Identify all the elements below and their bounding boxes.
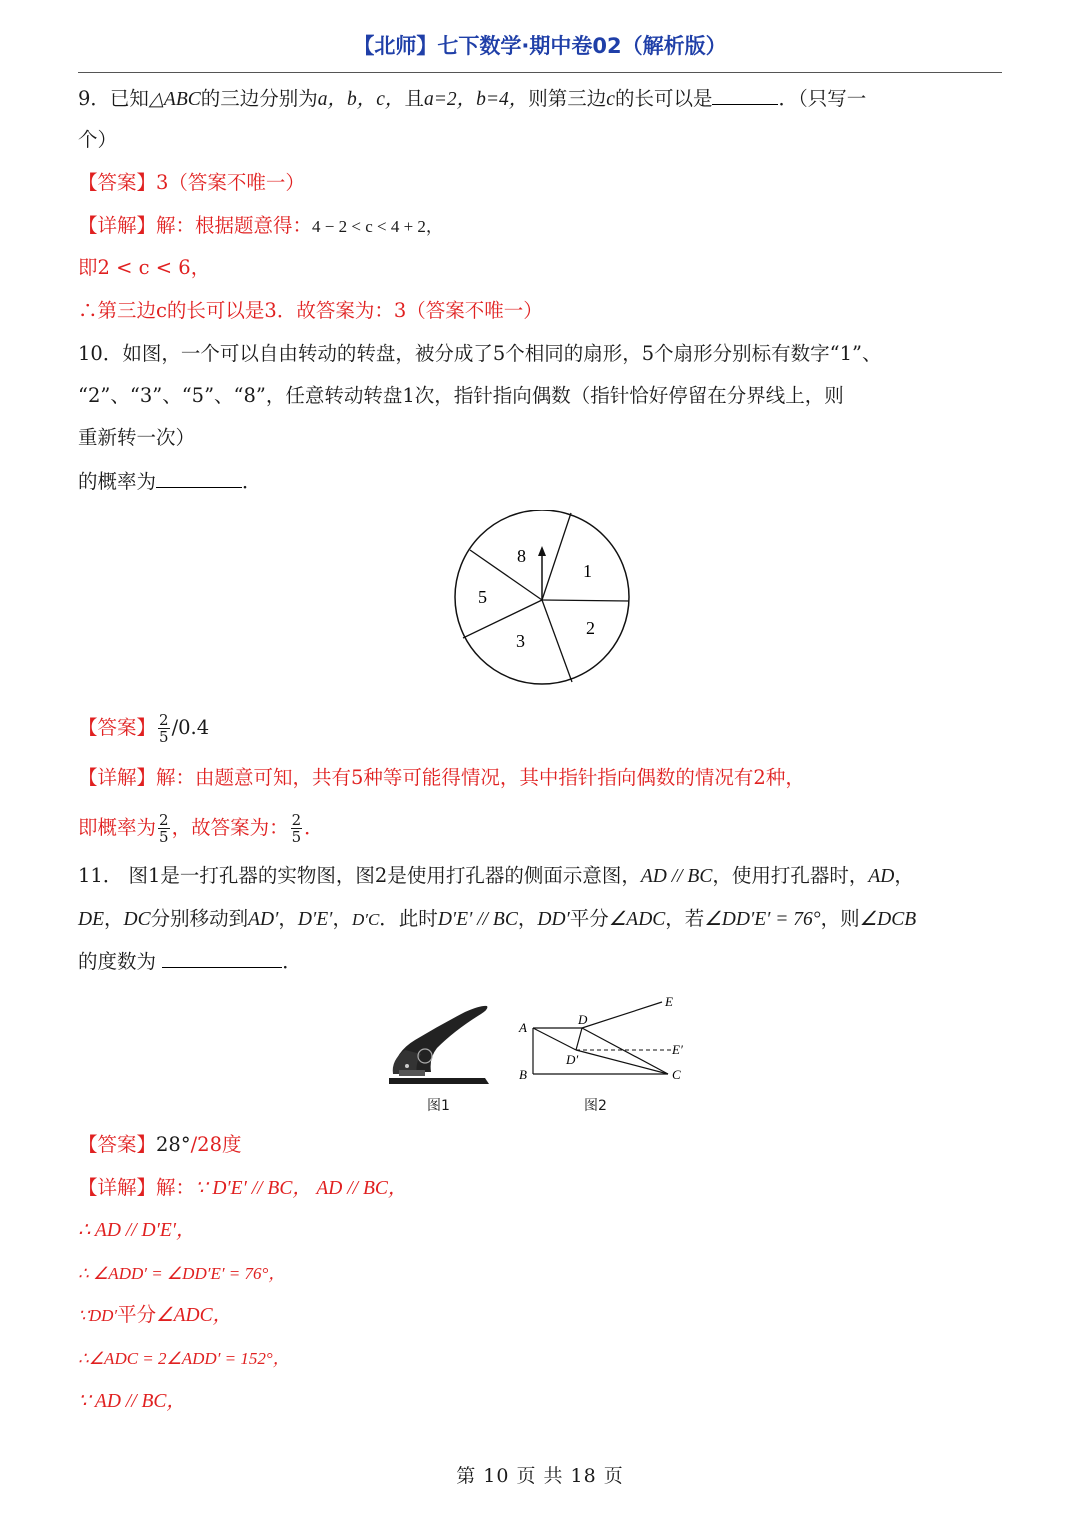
q11-math: D′E′	[297, 909, 333, 930]
q10-step-text: 即概率为	[78, 816, 157, 839]
point-label-E: E	[665, 994, 673, 1009]
q11-line3	[78, 947, 1002, 976]
q9-text: 已知	[109, 87, 149, 110]
q11-text: ，	[894, 864, 914, 887]
q10-line1: 10．如图，一个可以自由转动的转盘，被分成了5个相同的扇形，5个扇形分别标有数字“1”、	[78, 342, 882, 365]
q11-step-math: ∠ADC，	[156, 1305, 233, 1326]
hole-punch-diagram	[512, 992, 692, 1084]
hole-punch-photo	[385, 1000, 495, 1090]
q11-math: DC	[123, 909, 151, 930]
q10-answer	[78, 710, 1002, 746]
q11-detail-math: ∵ D′E′ // BC， AD // BC，	[195, 1178, 408, 1199]
q9-text: 且	[404, 87, 424, 110]
q9-answer-value: 3（答案不唯一）	[156, 171, 305, 194]
page-header-title: 【北师】七下数学·期中卷02（解析版）	[353, 34, 727, 58]
q11-text: 的度数为	[78, 950, 157, 973]
q11-math: D′C	[351, 910, 380, 929]
fraction-denominator: 5	[159, 828, 169, 846]
q11-step-math: ∵ AD // BC，	[78, 1391, 186, 1412]
sector-label: 1	[583, 561, 592, 581]
sector-label: 2	[586, 618, 595, 638]
q11-text: ，	[332, 907, 352, 930]
q11-math: DE	[78, 909, 104, 930]
q10-text: ．	[242, 470, 262, 493]
spinner-wheel-figure	[450, 510, 635, 685]
figure1-caption: 图1	[427, 1098, 450, 1114]
q11-step-math: ∵DD′	[78, 1306, 118, 1325]
point-label-D: D	[578, 1012, 588, 1027]
q11-math: D′E′ // BC	[437, 909, 518, 930]
detail-tag: 【详解】	[78, 214, 157, 237]
q11-step5	[78, 1387, 1002, 1416]
q11-answer-alt: /28度	[190, 1133, 242, 1156]
q11-text: 11． 图1是一打孔器的实物图，图2是使用打孔器的侧面示意图，	[78, 864, 641, 887]
detail-tag: 【详解】	[78, 1176, 157, 1199]
q11-text: 分别移动到	[150, 907, 249, 930]
q11-line2	[78, 905, 1002, 934]
q10-line4	[78, 467, 1002, 496]
q11-text: ，	[278, 907, 298, 930]
q9-text: 则第三边	[528, 87, 607, 110]
q11-step2	[78, 1259, 1002, 1288]
fraction-numerator: 2	[291, 811, 302, 829]
point-label-A: A	[519, 1020, 527, 1035]
q9-number: 9．	[78, 87, 110, 110]
q10-answer-alt: /0.4	[171, 716, 210, 739]
q10-answer-blank	[156, 467, 242, 488]
q9-detail-text: 解：根据题意得：	[156, 214, 313, 237]
q10-detail	[78, 764, 1002, 792]
q9-step2: 即2 < c < 6，	[78, 256, 211, 279]
q9-vars: a，b，c，	[317, 89, 405, 110]
answer-tag: 【答案】	[78, 716, 157, 739]
q11-math: ∠DCB	[859, 909, 917, 930]
sector-label: 5	[478, 587, 487, 607]
q11-answer-blank	[162, 947, 282, 968]
fraction-numerator: 2	[159, 711, 169, 729]
fraction-denominator: 5	[291, 828, 302, 846]
q10-detail-text: 解：由题意可知，共有5种等可能得情况，其中指针指向偶数的情况有2种，	[156, 766, 805, 789]
q9-condition: a=2，b=4，	[423, 89, 529, 110]
q9-text: 的三边分别为	[200, 87, 318, 110]
q11-step-text: 平分	[117, 1303, 157, 1326]
q11-text: 平分	[569, 907, 609, 930]
q9-text: ．（只写一	[778, 87, 867, 110]
q11-answer-value: 28°	[156, 1133, 191, 1156]
point-label-D-prime: D′	[566, 1052, 579, 1067]
figure2-caption: 图2	[584, 1098, 607, 1114]
q11-step3	[78, 1301, 1002, 1330]
q9-line1	[78, 84, 1002, 114]
q10-text: 的概率为	[78, 470, 157, 493]
q11-step-math: ∴ AD // D′E′，	[78, 1220, 196, 1241]
q10-answer-fraction	[158, 712, 170, 745]
pointer-arrowhead	[538, 546, 546, 556]
q9-line2: 个）	[78, 128, 118, 151]
q11-step4	[78, 1344, 1002, 1373]
q11-text: ．	[282, 950, 302, 973]
q11-text: ，若	[665, 907, 705, 930]
q10-line2: “2”、“3”、“5”、“8”，任意转动转盘1次，指针指向偶数（指针恰好停留在分界线上，则	[78, 384, 844, 407]
q11-answer	[78, 1131, 1002, 1159]
q11-math: DD′	[537, 909, 570, 930]
q11-step-math: ∴∠ADC = 2∠ADD′ = 152°，	[78, 1349, 290, 1368]
q11-detail	[78, 1174, 1002, 1203]
q9-var-c: c	[606, 89, 615, 110]
q10-step-text: ．	[304, 816, 324, 839]
q11-text: ，	[517, 907, 538, 930]
q11-math: ∠DD′E′ = 76°	[704, 909, 821, 930]
fraction-numerator: 2	[159, 811, 169, 829]
q11-detail-text: 解：	[156, 1176, 196, 1199]
q11-math: AD	[868, 866, 895, 887]
detail-tag: 【详解】	[78, 766, 157, 789]
sector-label: 3	[516, 631, 525, 651]
header-divider	[78, 72, 1002, 73]
fraction-denominator: 5	[159, 728, 169, 746]
q10-line3: 重新转一次）	[78, 426, 196, 449]
q11-text: ，	[104, 907, 124, 930]
q11-text: ，则	[820, 907, 860, 930]
point-label-C: C	[672, 1067, 681, 1082]
page-footer: 第 10 页 共 18 页	[456, 1465, 624, 1487]
q10-fraction	[158, 812, 170, 845]
q10-step2	[78, 808, 1002, 848]
q9-answer-blank	[712, 84, 778, 105]
q10-step-text: ，故答案为：	[171, 816, 289, 839]
q11-step1	[78, 1216, 1002, 1245]
q11-text: ．此时	[379, 907, 438, 930]
q11-text: ，使用打孔器时，	[712, 864, 869, 887]
point-label-E-prime: E′	[672, 1042, 683, 1057]
q11-math: ∠ADC	[608, 909, 666, 930]
q11-math: AD // BC	[640, 866, 713, 887]
q9-triangle: △ABC	[148, 89, 201, 110]
answer-tag: 【答案】	[78, 1133, 157, 1156]
point-label-B: B	[519, 1067, 527, 1082]
q9-detail	[78, 212, 1002, 241]
q10-fraction	[291, 812, 303, 845]
sector-label: 8	[517, 546, 526, 566]
q11-step-math: ∴ ∠ADD′ = ∠DD′E′ = 76°，	[78, 1264, 286, 1283]
q9-text: 的长可以是	[614, 87, 713, 110]
q9-detail-math: 4 − 2 < c < 4 + 2，	[312, 217, 443, 236]
q11-line1	[78, 862, 1002, 891]
q11-math: AD′	[248, 909, 279, 930]
q9-answer	[78, 169, 1002, 197]
answer-tag: 【答案】	[78, 171, 157, 194]
q9-step3: ∴第三边c的长可以是3．故答案为：3（答案不唯一）	[78, 299, 543, 322]
